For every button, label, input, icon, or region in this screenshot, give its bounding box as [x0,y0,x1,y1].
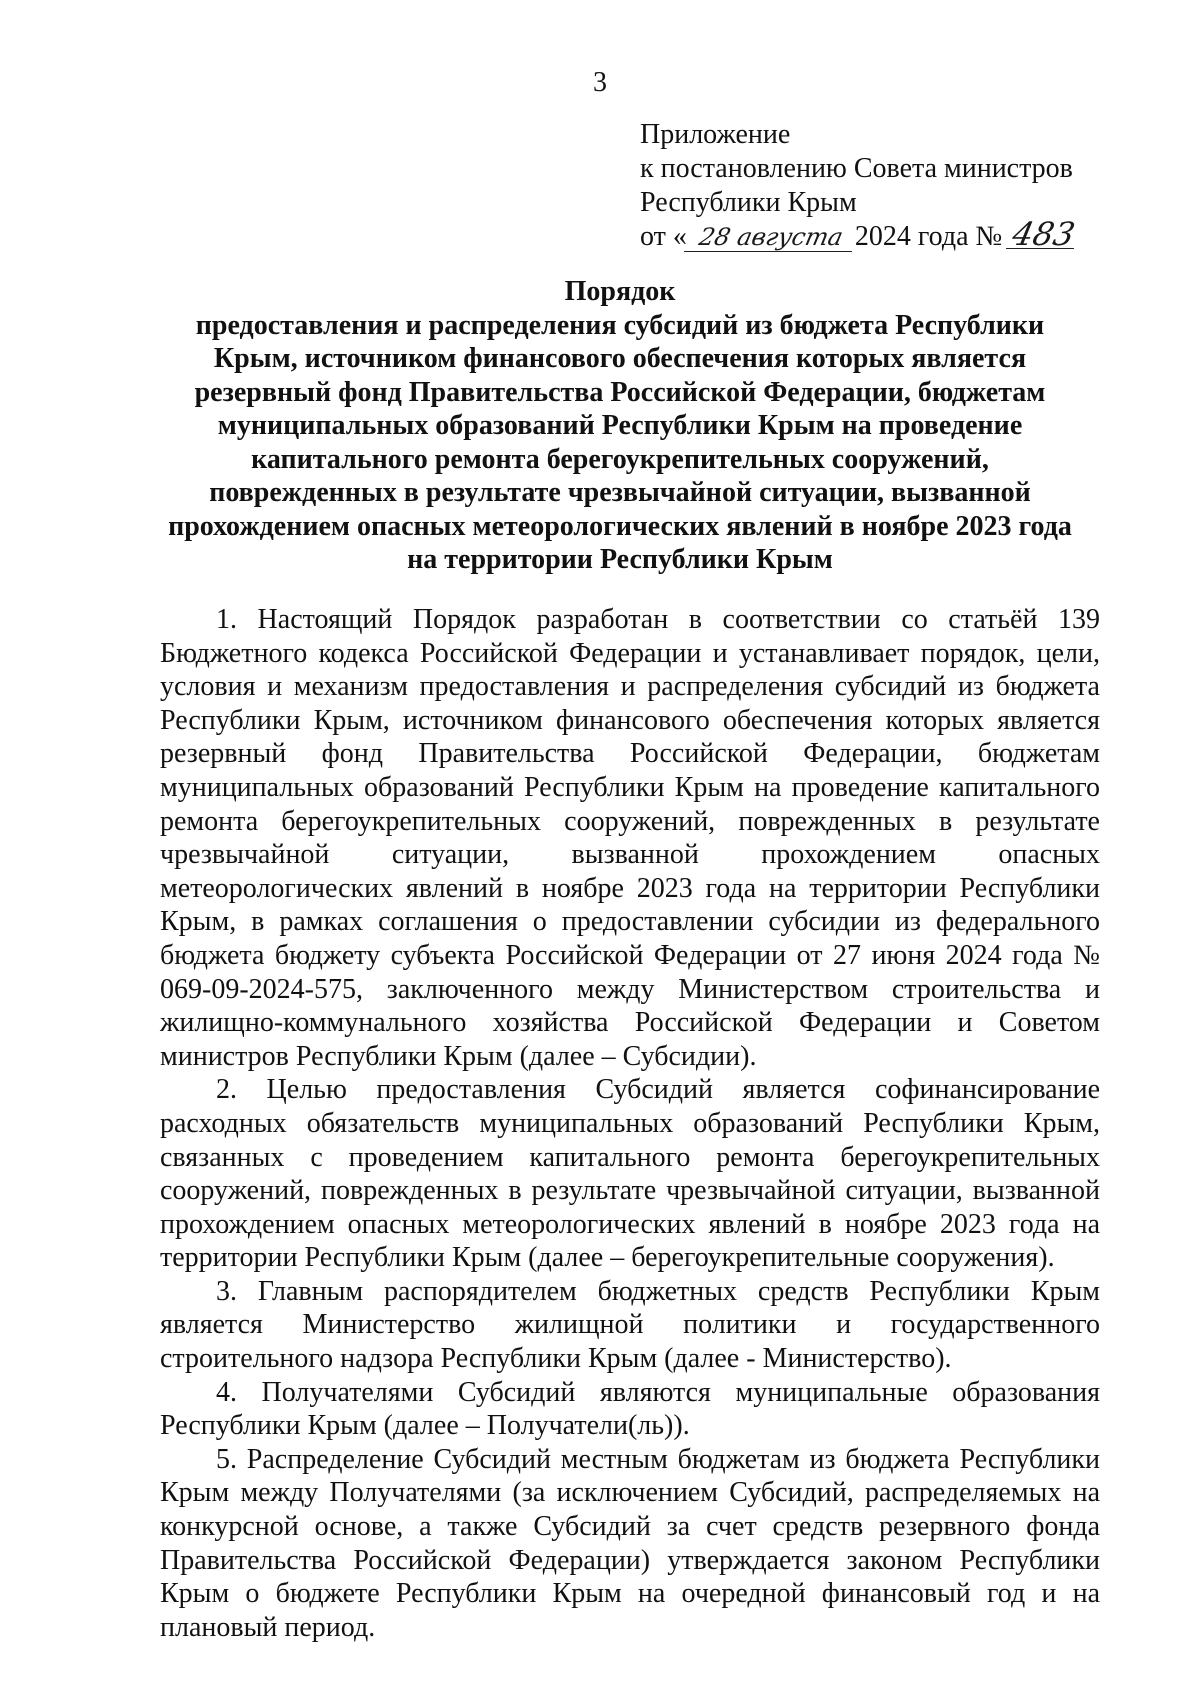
paragraph-4: 4. Получателями Субсидий являются муниципальные образования Республики Крым (далее – Получатели(ль)). [160,1376,1100,1442]
title-line: Крым, источником финансового обеспечения которых является [213,343,1027,374]
handwritten-decree-number: 483 [1006,220,1080,249]
title-line: капитального ремонта берегоукрепительных сооружений, [251,443,989,475]
title-line: на территории Республики Крым [407,544,833,575]
title-line: прохождением опасных метеорологических явлений в ноябре 2023 года [168,510,1072,542]
title-line: резервный фонд Правительства Российской Федерации, бюджетам [194,376,1046,408]
document-title [150,275,1090,577]
document-body [160,603,1100,1644]
appendix-date-line [640,215,1120,254]
appendix-decree-ref: к постановлению Совета министров [640,153,1073,184]
appendix-block [640,118,1120,254]
paragraph-3: 3. Главным распорядителем бюджетных средств Республики Крым является Министерство жилищной политики и государственного строительного надзора Республики Крым (далее - Министерство). [160,1275,1100,1375]
title-line: предоставления и распределения субсидий из бюджета Республики [195,309,1045,341]
date-suffix: 2024 года № [854,221,1003,252]
paragraph-2: 2. Целью предоставления Субсидий является софинансирование расходных обязательств муниципальных образований Республики Крым, связанных с проведением капитального ремонта берегоукрепительных сооружений, поврежденных в результате чрезвычайной ситуации, вызванной прохождением опасных метеорологических явлений в ноябре 2023 года на территории Республики Крым (далее – берегоукрепительные сооружения). [160,1074,1100,1274]
handwritten-date: 28 августа [684,223,858,252]
title-line: поврежденных в результате чрезвычайной ситуации, вызванной [209,477,1031,508]
page-number: 3 [593,67,607,98]
paragraph-1: 1. Настоящий Порядок разработан в соответствии со статьёй 139 Бюджетного кодекса Российской Федерации и устанавливает порядок, цели, условия и механизм предоставления и распределения субсидий из бюджета Республики Крым, источником финансового обеспечения которых является резервный фонд Правительства Российской Федерации, бюджетам муниципальных образований Республики Крым на проведение капитального ремонта берегоукрепительных сооружений, поврежденных в результате чрезвычайной ситуации, вызванной прохождением опасных метеорологических явлений в ноябре 2023 года на территории Республики Крым, в рамках соглашения о предоставлении субсидии из федерального бюджета бюджету субъекта Российской Федерации от 27 июня 2024 года № 069-09-2024-575, заключенного между Министерством строительства и жилищно-коммунального хозяйства Российской Федерации и Советом министров Республики Крым (далее – Субсидии). [160,604,1100,1072]
paragraph-5: 5. Распределение Субсидий местным бюджетам из бюджета Республики Крым между Получателями (за исключением Субсидий, распределяемых на конкурсной основе, а также Субсидий за счет средств резервного фонда Правительства Российской Федерации) утверждается законом Республики Крым о бюджете Республики Крым на очередной финансовый год и на плановый период. [160,1443,1100,1643]
title-heading: Порядок [564,276,676,307]
title-line: муниципальных образований Республики Крым на проведение [217,410,1023,441]
date-prefix: от « [640,221,687,252]
appendix-label: Приложение [640,119,791,150]
appendix-authority: Республики Крым [640,187,857,218]
